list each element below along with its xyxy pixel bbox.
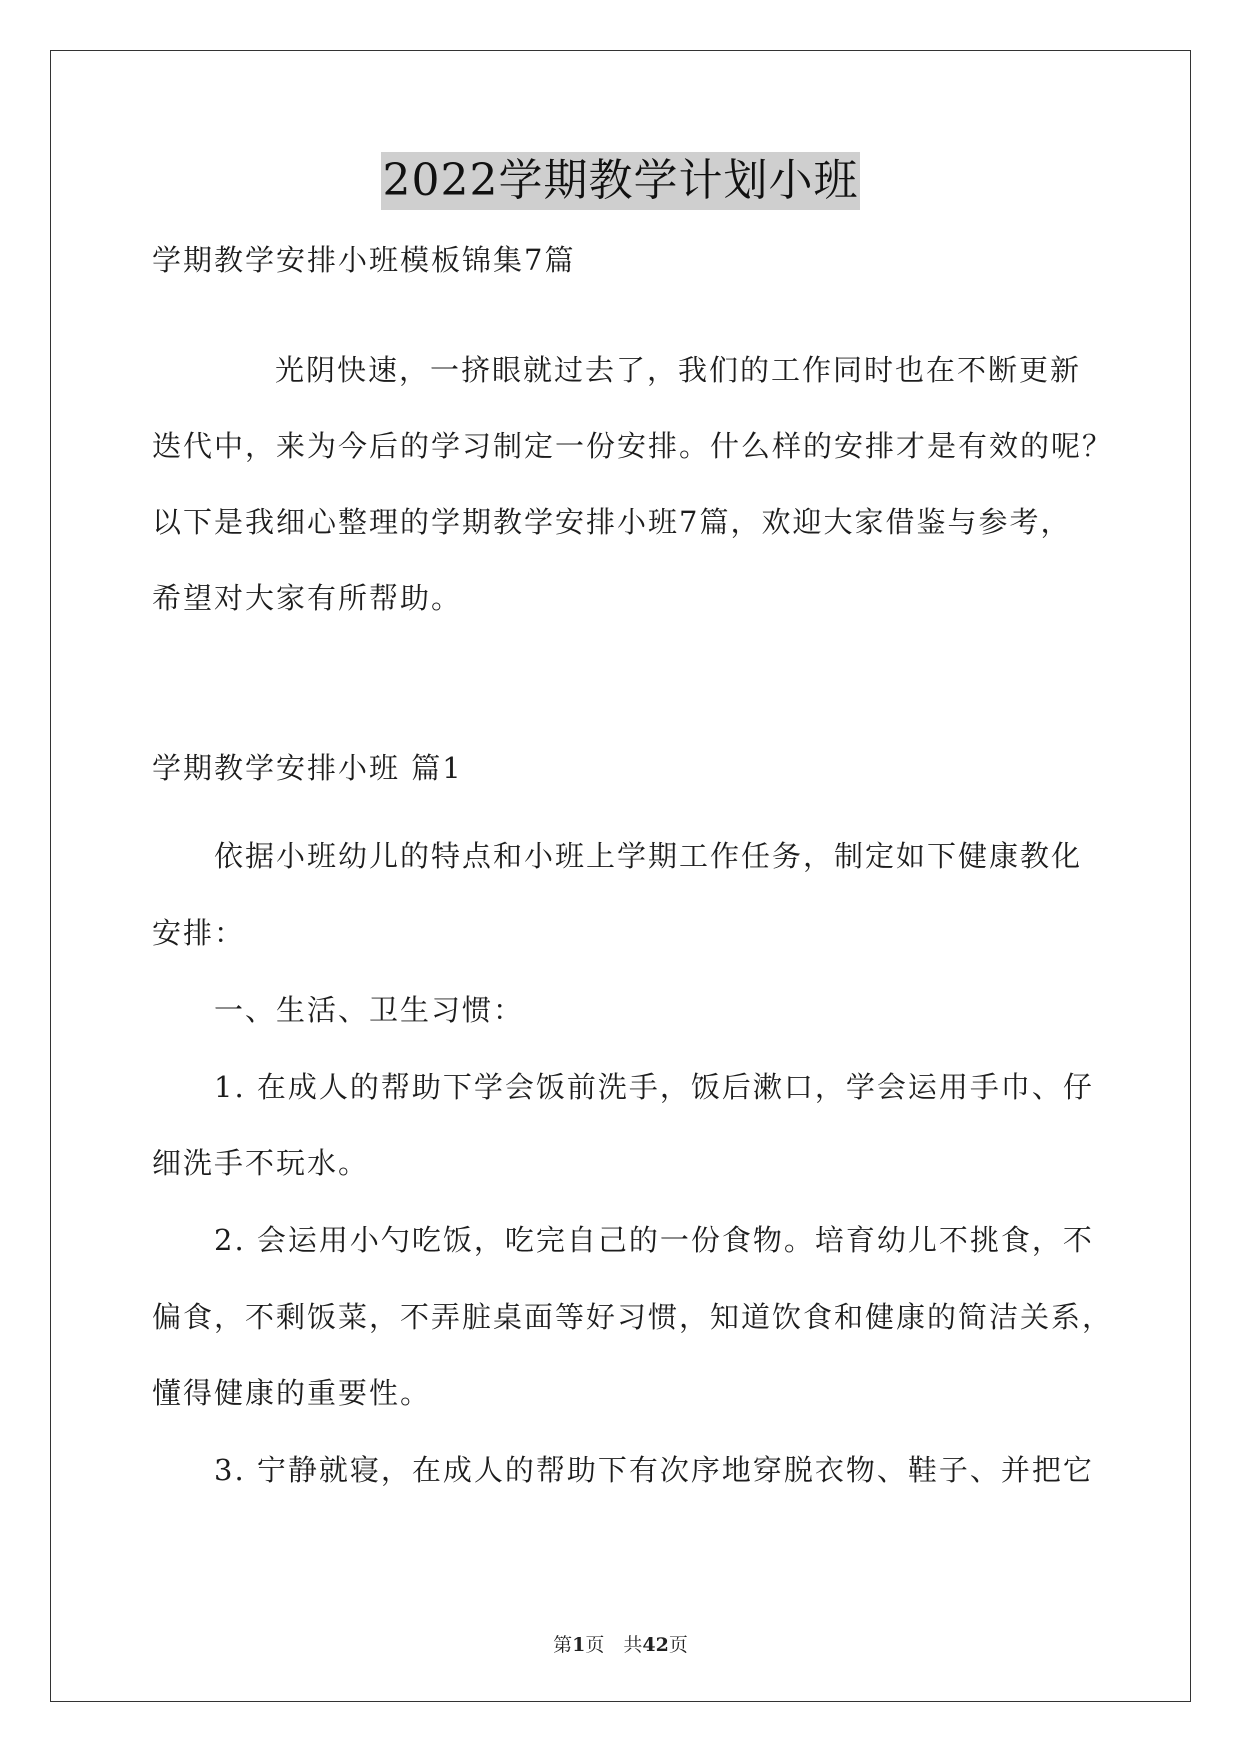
item-2-line-2: 偏食，不剩饭菜，不弄脏桌面等好习惯，知道饮食和健康的简洁关系， — [152, 1300, 1114, 1334]
item-1-line-1: 1. 在成人的帮助下学会饭前洗手，饭后漱口，学会运用手巾、仔 — [214, 1070, 1094, 1104]
intro-line-2: 迭代中，来为今后的学习制定一份安排。什么样的安排才是有效的呢？ — [152, 429, 1114, 463]
subheading-habits: 一、生活、卫生习惯： — [214, 993, 525, 1027]
footer-prefix: 第 — [553, 1634, 573, 1656]
paragraph-line-1: 依据小班幼儿的特点和小班上学期工作任务，制定如下健康教化 — [214, 839, 1083, 873]
title-container — [0, 152, 1241, 210]
item-1-line-2: 细洗手不玩水。 — [152, 1146, 370, 1180]
document-title: 2022学期教学计划小班 — [381, 152, 861, 210]
section-heading-1: 学期教学安排小班 篇1 — [152, 751, 463, 785]
item-3-line-1: 3. 宁静就寝，在成人的帮助下有次序地穿脱衣物、鞋子、并把它 — [214, 1453, 1094, 1487]
item-2-line-3: 懂得健康的重要性。 — [152, 1376, 432, 1410]
intro-line-4: 希望对大家有所帮助。 — [152, 581, 463, 615]
footer-total-pages: 42 — [642, 1634, 669, 1656]
item-2-line-1: 2. 会运用小勺吃饭，吃完自己的一份食物。培育幼儿不挑食，不 — [214, 1223, 1094, 1257]
footer-current-page: 1 — [572, 1634, 586, 1656]
intro-line-1: 光阴快速，一挤眼就过去了，我们的工作同时也在不断更新 — [275, 353, 1082, 387]
intro-line-3: 以下是我细心整理的学期教学安排小班7篇，欢迎大家借鉴与参考， — [152, 505, 1072, 539]
subtitle-line: 学期教学安排小班模板锦集7篇 — [152, 243, 576, 277]
paragraph-line-2: 安排： — [152, 916, 246, 950]
footer-suffix: 页 — [668, 1634, 688, 1656]
footer-middle: 页 共 — [585, 1634, 643, 1656]
page-footer — [0, 1630, 1241, 1657]
